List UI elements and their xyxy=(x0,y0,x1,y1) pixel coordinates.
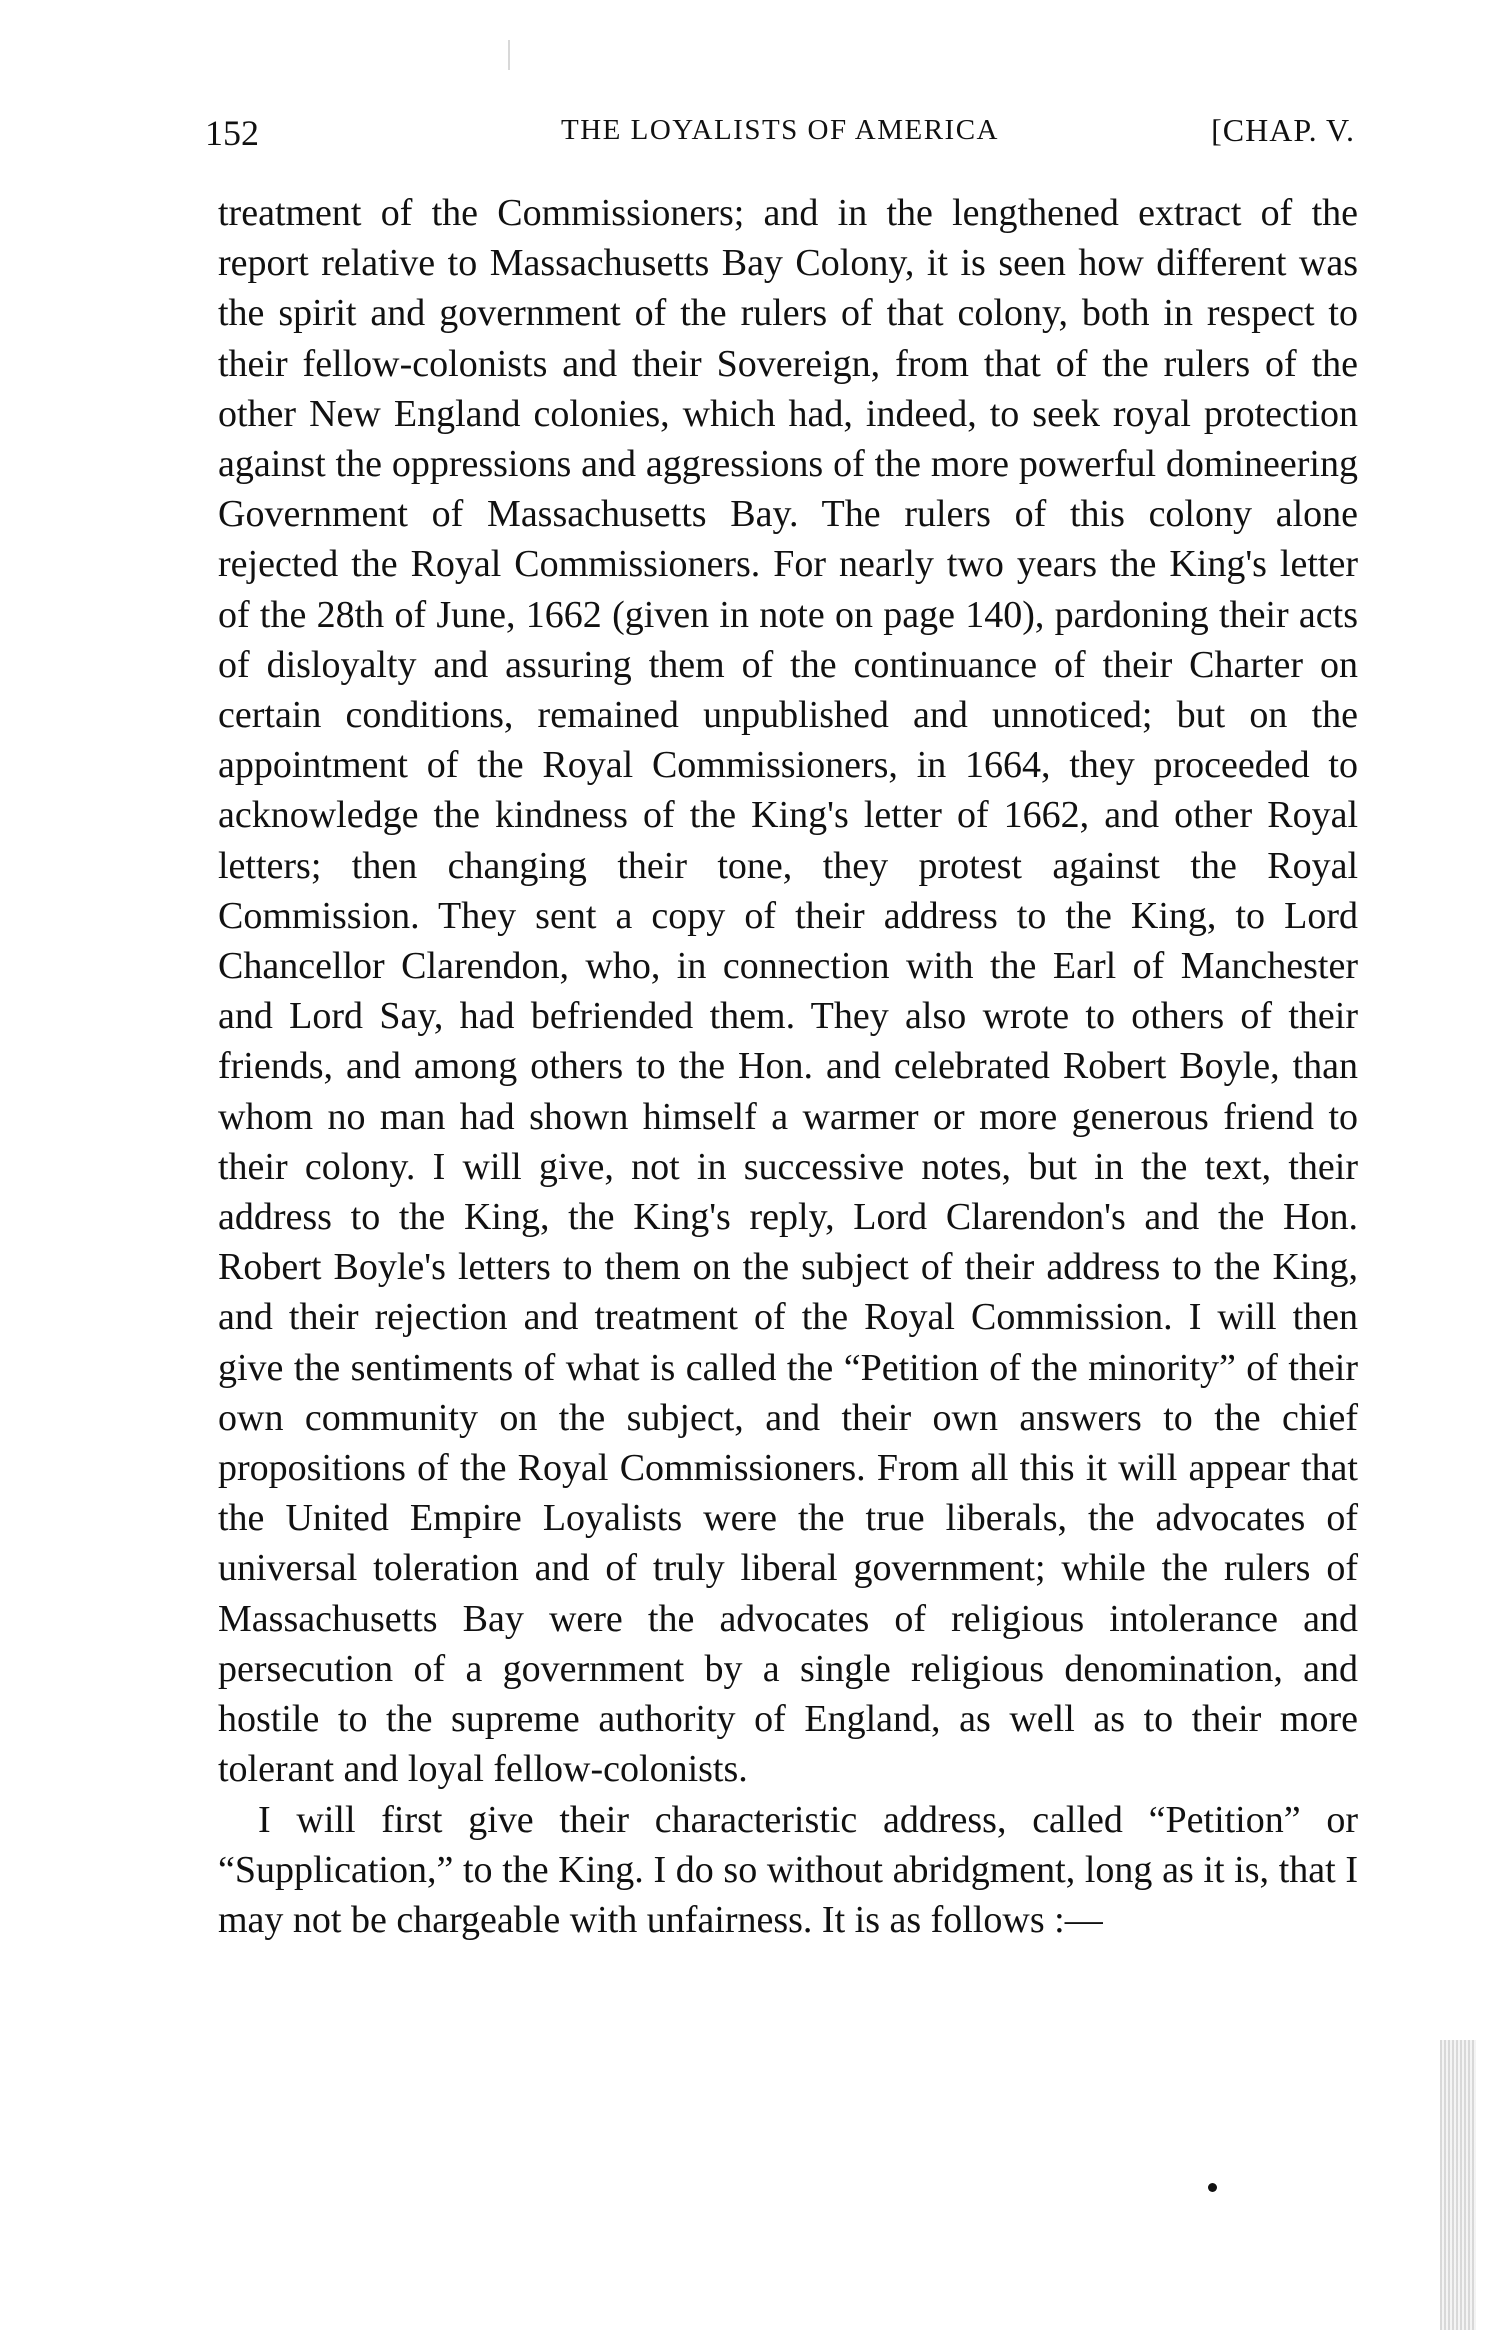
page-header xyxy=(205,112,1355,162)
paragraph: treatment of the Commissioners; and in the lengthened extract of the report relative to Massachusetts Bay Colony, it is seen how different was the spirit and government of the rulers of that colony, both in respect to their fellow-colonists and their Sovereign, from that of the rulers of the other New England colonies, which had, indeed, to seek royal protection against the oppressions and aggressions of the more powerful domineering Government of Massachusetts Bay. The rulers of this colony alone rejected the Royal Commissioners. For nearly two years the King's letter of the 28th of June, 1662 (given in note on page 140), pardoning their acts of disloyalty and assuring them of the continuance of their Charter on certain conditions, remained unpublished and unnoticed; but on the appointment of the Royal Commissioners, in 1664, they proceeded to acknowledge the kindness of the King's letter of 1662, and other Royal letters; then changing their tone, they protest against the Royal Commission. They sent a copy of their address to the King, to Lord Chancellor Clarendon, who, in connection with the Earl of Manchester and Lord Say, had befriended them. They also wrote to others of their friends, and among others to the Hon. and celebrated Robert Boyle, than whom no man had shown himself a warmer or more generous friend to their colony. I will give, not in successive notes, but in the text, their address to the King, the King's reply, Lord Clarendon's and the Hon. Robert Boyle's letters to them on the subject of their address to the King, and their rejection and treatment of the Royal Commission. I will then give the sentiments of what is called the “Petition of the minority” of their own community on the subject, and their own answers to the chief propositions of the Royal Commissioners. From all this it will appear that the United Empire Loyalists were the true liberals, the advocates of universal toleration and of truly liberal government; while the rulers of Massachusetts Bay were the advocates of religious intolerance and persecution of a government by a single religious denomination, and hostile to the supreme authority of England, as well as to their more tolerant and loyal fellow-colonists. xyxy=(218,192,1358,1791)
page-number: 152 xyxy=(205,113,259,153)
body-text xyxy=(218,188,1358,1945)
running-title: THE LOYALISTS OF AMERICA xyxy=(561,114,999,146)
paragraph: I will first give their characteristic address, called “Petition” or “Supplication,” to the King. I do so without abridgment, long as it is, that I may not be chargeable with unfairness. It is as follows :— xyxy=(218,1798,1358,1941)
scan-artifact xyxy=(508,40,510,70)
chapter-label: [CHAP. V. xyxy=(1211,112,1355,148)
stray-dot xyxy=(1208,2183,1217,2192)
page-edge-shading xyxy=(1440,2040,1476,2330)
